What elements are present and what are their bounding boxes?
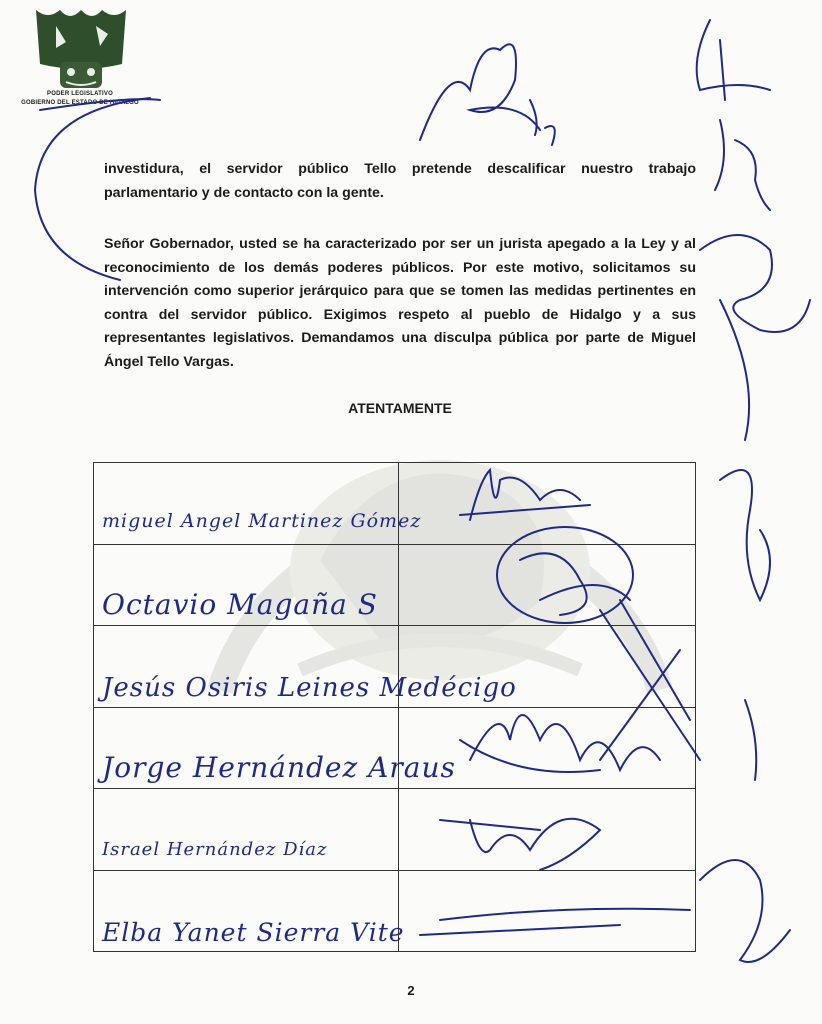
congress-logo <box>26 4 136 114</box>
signatory-name-cell <box>94 707 456 789</box>
org-line-1: PODER LEGISLATIVO <box>47 91 113 97</box>
signatory-name: Jorge Hernández Araus <box>102 751 456 784</box>
paragraph-2: Señor Gobernador, usted se ha caracterizado por ser un jurista apegado a la Ley y al reconocimiento de los demás poderes públicos. Por este motivo, solicitamos su intervención como superior jerárquico para que se tomen las medidas pertinentes en contra del servidor público. Exigimos respeto al pueblo de Hidalgo y a sus representantes legislativos. Demandamos una disculpa pública por parte de Miguel Ángel Tello Vargas. <box>104 236 696 370</box>
signatory-name: miguel Angel Martinez Gómez <box>102 509 422 532</box>
signatory-name-cell <box>94 463 422 545</box>
signatory-name-cell <box>94 544 399 626</box>
signatory-name: Jesús Osiris Leines Medécigo <box>102 672 517 703</box>
signatory-name: Elba Yanet Sierra Vite <box>102 918 405 947</box>
signature-cell <box>399 463 696 545</box>
signatory-name-cell <box>94 626 517 708</box>
signatory-name-cell <box>94 870 405 952</box>
signatory-name: Octavio Magaña S <box>102 588 378 621</box>
signature-row <box>94 789 696 871</box>
signature-cell <box>399 626 696 708</box>
signature-table <box>93 462 696 952</box>
signature-row <box>94 463 696 545</box>
signatory-name: Israel Hernández Díaz <box>102 838 328 860</box>
paragraph-1: investidura, el servidor público Tello pretende descalificar nuestro trabajo parlamentario y de contacto con la gente. <box>104 161 696 201</box>
signature-cell <box>399 707 696 789</box>
signature-row <box>94 626 696 708</box>
signature-row <box>94 870 696 952</box>
signature-cell <box>399 870 696 952</box>
org-line-2: GOBIERNO DEL ESTADO DE HIDALGO <box>21 100 139 106</box>
closing-atentamente: ATENTAMENTE <box>348 400 452 416</box>
signatory-name-cell <box>94 789 399 871</box>
signature-cell <box>399 789 696 871</box>
page-number: 2 <box>407 983 415 998</box>
signature-cell <box>399 544 696 626</box>
signature-row <box>94 707 696 789</box>
signature-row <box>94 544 696 626</box>
